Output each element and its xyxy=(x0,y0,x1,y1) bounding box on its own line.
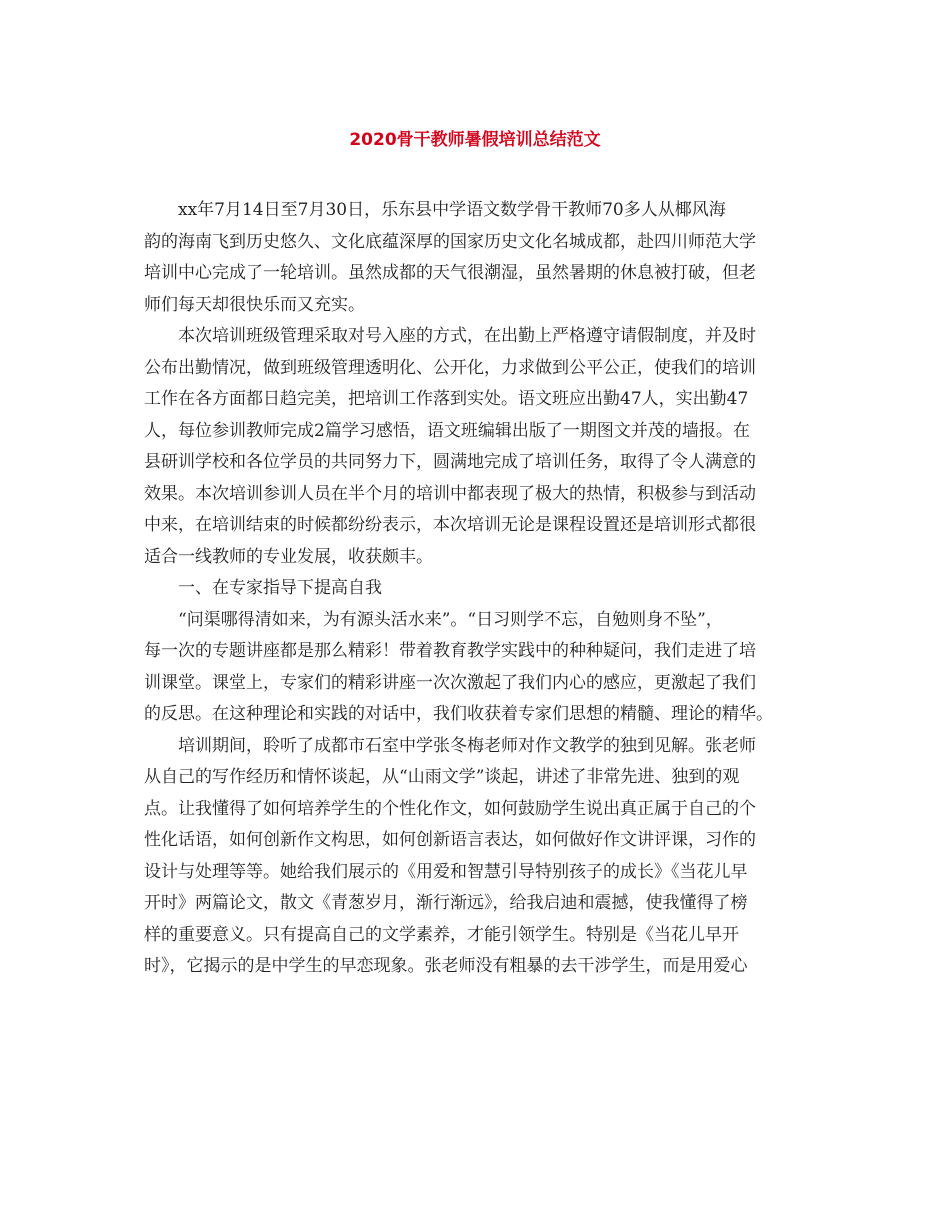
text-line: 人，每位参训教师完成2篇学习感悟，语文班编辑出版了一期图文并茂的墙报。在 xyxy=(144,420,750,441)
text-line: 工作在各方面都日趋完美，把培训工作落到实处。语文班应出勤47人，实出勤47 xyxy=(144,389,749,409)
text-line: 公布出勤情况，做到班级管理透明化、公开化，力求做到公平公正，使我们的培训 xyxy=(144,357,756,378)
text-line: 开时》两篇论文，散文《青葱岁月，渐行渐远》，给我启迪和震撼，使我懂得了榜 xyxy=(144,893,748,913)
text-line: 适合一线教师的专业发展，收获颇丰。 xyxy=(144,546,433,567)
text-line: 一、在专家指导下提高自我 xyxy=(178,578,382,598)
text-line: 样的重要意义。只有提高自己的文学素养，才能引领学生。特别是《当花儿早开 xyxy=(144,924,739,945)
text-line: 效果。本次培训参训人员在半个月的培训中都表现了极大的热情，积极参与到活动 xyxy=(144,483,756,504)
text-line: 培训中心完成了一轮培训。虽然成都的天气很潮湿，虽然暑期的休息被打破，但老 xyxy=(144,263,756,283)
text-line: 培训期间，聆听了成都市石室中学张冬梅老师对作文教学的独到见解。张老师 xyxy=(178,735,756,756)
text-line: 师们每天却很快乐而又充实。 xyxy=(144,294,365,315)
text-line: 点。让我懂得了如何培养学生的个性化作文，如何鼓励学生说出真正属于自己的个 xyxy=(144,798,756,819)
text-line: 从自己的写作经历和情怀谈起，从“山雨文学”谈起，讲述了非常先进、独到的观 xyxy=(144,767,740,787)
document-body xyxy=(144,195,809,983)
text-line: 设计与处理等等。她给我们展示的《用爱和智慧引导特别孩子的成长》《当花儿早 xyxy=(144,861,748,882)
text-line: 的反思。在这种理论和实践的对话中，我们收获着专家们思想的精髓、理论的精华。 xyxy=(144,704,773,724)
text-line: “问渠哪得清如来，为有源头活水来”。“日习则学不忘，自勉则身不坠”， xyxy=(178,609,723,630)
text-line: 本次培训班级管理采取对号入座的方式，在出勤上严格遵守请假制度，并及时 xyxy=(178,326,756,346)
text-line: 时》，它揭示的是中学生的早恋现象。张老师没有粗暴的去干涉学生，而是用爱心 xyxy=(144,956,748,976)
text-line: 每一次的专题讲座都是那么精彩！带着教育教学实践中的种种疑问，我们走进了培 xyxy=(144,641,756,661)
text-line: 县研训学校和各位学员的共同努力下，圆满地完成了培训任务，取得了令人满意的 xyxy=(144,452,756,472)
text-line: xx年7月14日至7月30日，乐东县中学语文数学骨干教师70多人从椰风海 xyxy=(178,200,726,220)
text-line: 韵的海南飞到历史悠久、文化底蕴深厚的国家历史文化名城成都，赴四川师范大学 xyxy=(144,231,756,252)
text-line: 训课堂。课堂上，专家们的精彩讲座一次次激起了我们内心的感应，更激起了我们 xyxy=(144,672,756,693)
document-title: 2020骨干教师暑假培训总结范文 xyxy=(349,130,601,150)
text-line: 中来，在培训结束的时候都纷纷表示，本次培训无论是课程设置还是培训形式都很 xyxy=(144,515,756,535)
text-line: 性化话语，如何创新作文构思，如何创新语言表达，如何做好作文讲评课，习作的 xyxy=(144,830,756,850)
